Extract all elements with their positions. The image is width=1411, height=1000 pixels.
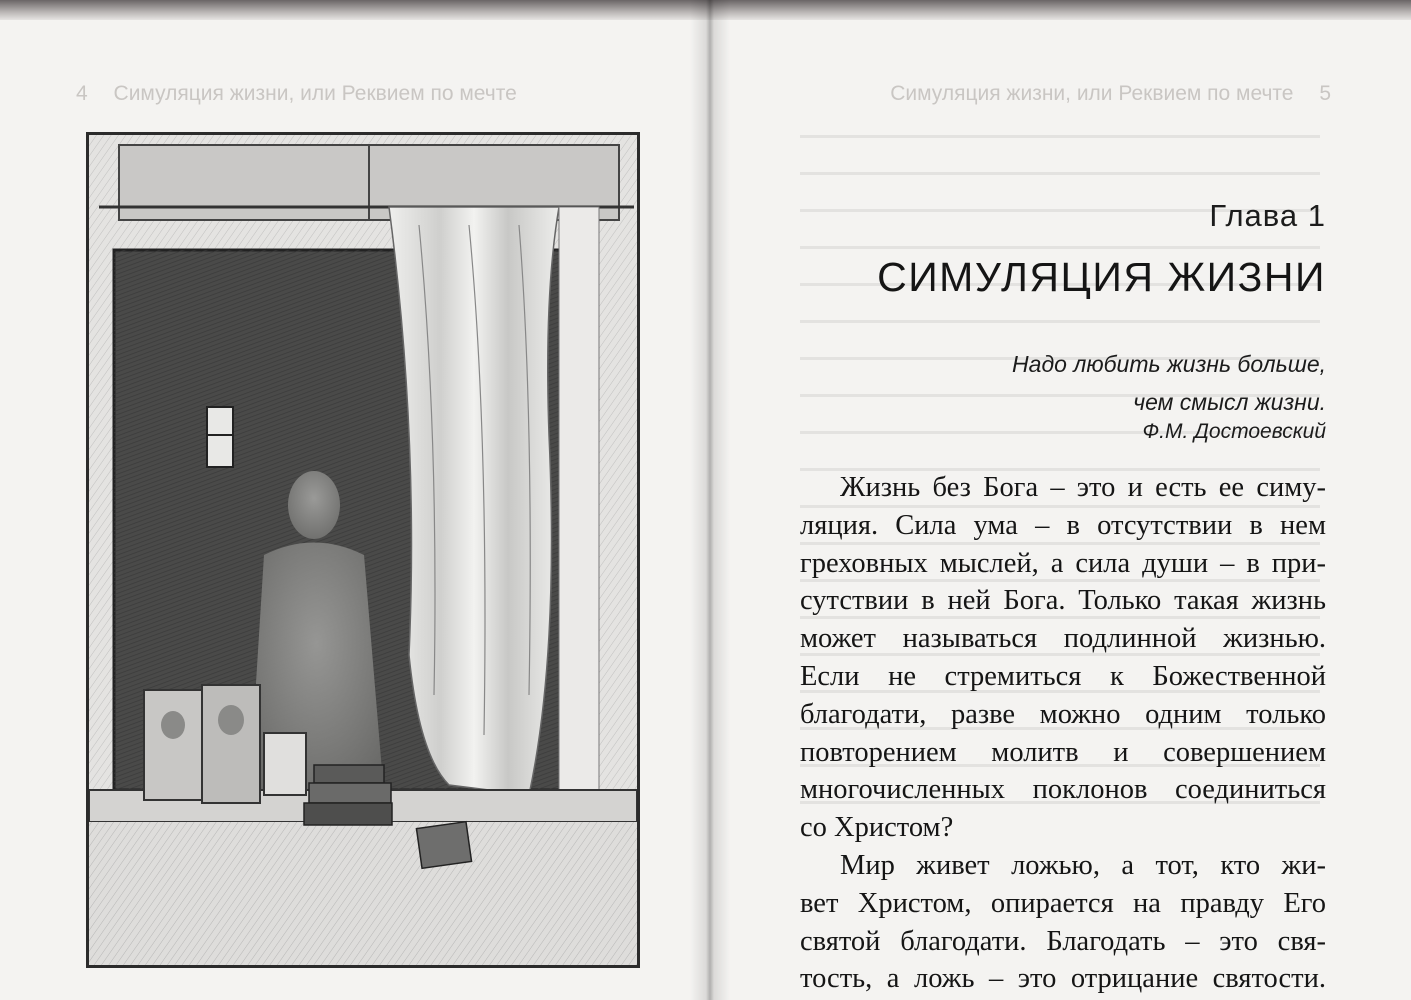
right-running-title: Симуляция жизни, или Реквием по мечте [890,82,1294,105]
epigraph-line: Надо любить жизнь больше, [1012,351,1326,377]
text-line: ляция. Сила ума – в отсутствии в нем [800,509,1326,541]
text-line: тость, а ложь – это отрицание святости. [800,963,1326,995]
text-line: Если не стремиться к Божественной [800,660,1326,692]
left-page [0,0,705,1000]
epigraph-line: чем смысл жизни. [1133,389,1326,415]
text-line: греховных мыслей, а сила души – в при- [800,547,1326,579]
text-line: благодати, разве можно одним только [800,698,1326,730]
paragraph-1 [800,469,1326,847]
text-line: со Христом? [800,812,954,844]
chapter-title: СИМУЛЯЦИЯ ЖИЗНИ [877,254,1326,300]
text-line: повторением молитв и совершением [800,736,1326,768]
text-line: Жизнь без Бога – это и есть ее симу- [840,472,1326,503]
text-line: святой благодати. Благодать – это свя- [800,925,1326,957]
left-running-head [76,82,517,106]
chapter-illustration [86,132,640,968]
epigraph [1012,345,1326,421]
text-line: может называться подлинной жизнью. [800,623,1326,655]
pencil-drawing-window-figure-icon [89,135,637,965]
body-text [800,469,1326,998]
epigraph-author: Ф.М. Достоевский [1142,420,1326,443]
text-line: многочисленных поклонов соединиться [800,774,1326,806]
chapter-label: Глава 1 [1209,198,1326,233]
text-line: вет Христом, опирается на правду Его [800,887,1326,919]
left-running-title: Симуляция жизни, или Реквием по мечте [113,82,517,105]
paragraph-2 [800,847,1326,998]
right-page [715,0,1411,1000]
text-line: сутствии в ней Бога. Только такая жизнь [800,585,1326,617]
left-page-number: 4 [76,82,88,105]
text-line: Мир живет ложью, а тот, кто жи- [840,849,1326,881]
right-running-head [890,82,1331,106]
right-page-number: 5 [1319,82,1331,105]
